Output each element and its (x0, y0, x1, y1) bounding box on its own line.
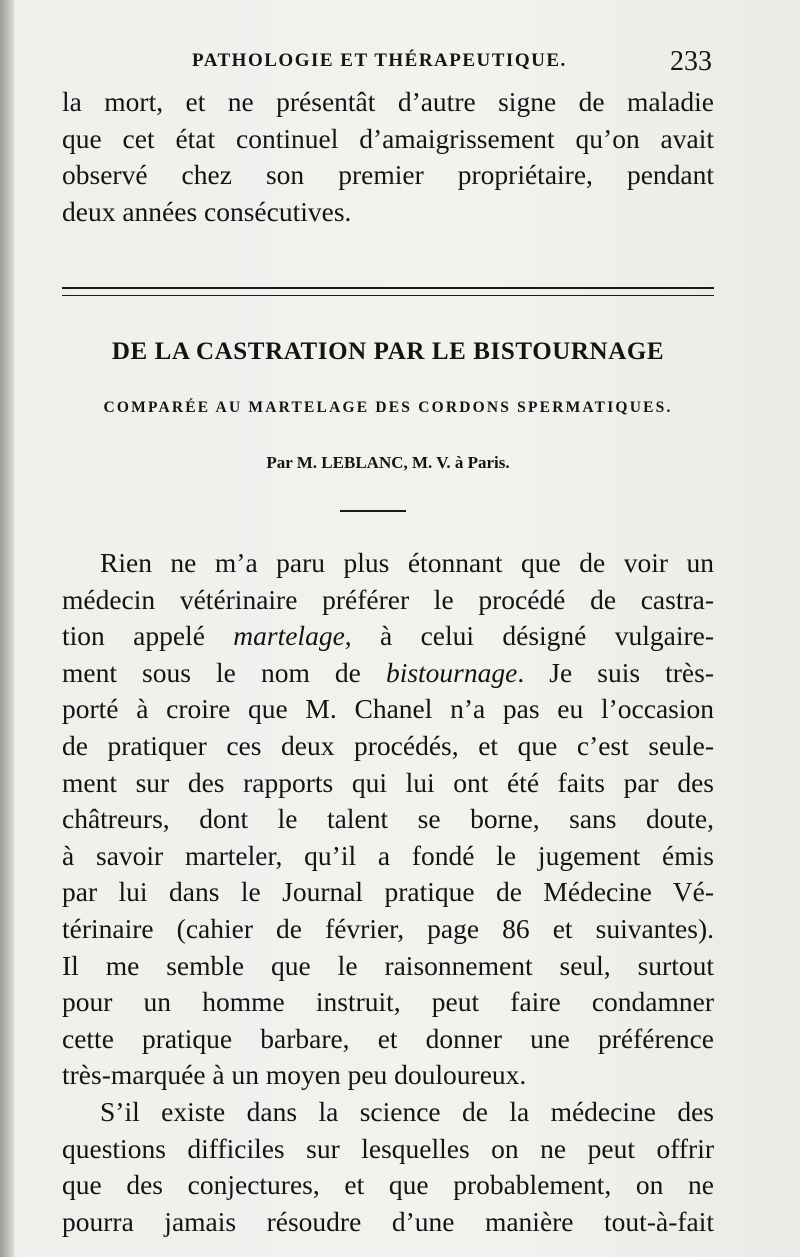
text-line: de pratiquer ces deux procédés, et que c’est seule- (62, 729, 714, 761)
text-line: S’il existe dans la science de la médecine des (100, 1095, 714, 1127)
text-line: médecin vétérinaire préférer le procédé de castra- (62, 583, 714, 615)
text-line: à savoir marteler, qu’il a fondé le jugement émis (62, 839, 714, 871)
section-separator-rule (62, 287, 714, 296)
page-spine-shadow (0, 0, 14, 1257)
text-line: Rien ne m’a paru plus étonnant que de voir un (100, 547, 714, 578)
text-line: questions difficiles sur lesquelles on ne peut offrir (62, 1132, 714, 1164)
article-subtitle: COMPARÉE AU MARTELAGE DES CORDONS SPERMATIQUES. (103, 399, 673, 416)
byline-rule (340, 510, 406, 512)
text-line: observé chez son premier propriétaire, pendant (62, 159, 714, 190)
text-line: très-marquée à un moyen peu douloureux. (62, 1059, 527, 1091)
text-line: porté à croire que M. Chanel n’a pas eu l’occasion (62, 693, 714, 725)
text-line: pour un homme instruit, peut faire condamner (62, 986, 714, 1018)
italic-term-bistournage: bistournage (385, 656, 518, 688)
text-line: Il me semble que le raisonnement seul, surtout (62, 949, 714, 981)
text-run: tion appelé (62, 620, 234, 652)
text-line: la mort, et ne présentât d’autre signe de maladie (62, 86, 714, 117)
text-line (62, 655, 714, 692)
text-line: châtreurs, dont le talent se borne, sans doute, (62, 803, 714, 835)
running-head (62, 46, 712, 78)
running-head-title: PATHOLOGIE ET THÉRAPEUTIQUE. (192, 50, 567, 71)
text-run: , à celui désigné vulgaire- (344, 620, 714, 652)
text-line: deux années consécutives. (62, 195, 352, 227)
text-line: térinaire (cahier de février, page 86 et suivantes). (62, 912, 714, 944)
text-line: que cet état continuel d’amaigrissement qu’on avait (62, 122, 714, 154)
text-line: pourra jamais résoudre d’une manière tout-à-fait (62, 1205, 714, 1237)
text-line: cette pratique barbare, et donner une préférence (62, 1022, 714, 1054)
continuation-paragraph (62, 84, 714, 230)
article-body (62, 545, 714, 1240)
page-number: 233 (670, 46, 712, 77)
text-run: ment sous le nom de (62, 656, 386, 688)
text-line: que des conjectures, et que probablement, on ne (62, 1169, 714, 1201)
article-title: DE LA CASTRATION PAR LE BISTOURNAGE (111, 338, 665, 365)
text-line (62, 618, 714, 655)
text-run: . Je suis très- (517, 656, 714, 688)
text-line: par lui dans le Journal pratique de Médecine Vé- (62, 876, 714, 908)
italic-term-martelage: martelage (233, 620, 345, 652)
article-byline: Par M. LEBLANC, M. V. à Paris. (266, 453, 510, 472)
text-line: ment sur des rapports qui lui ont été faits par des (62, 766, 714, 798)
